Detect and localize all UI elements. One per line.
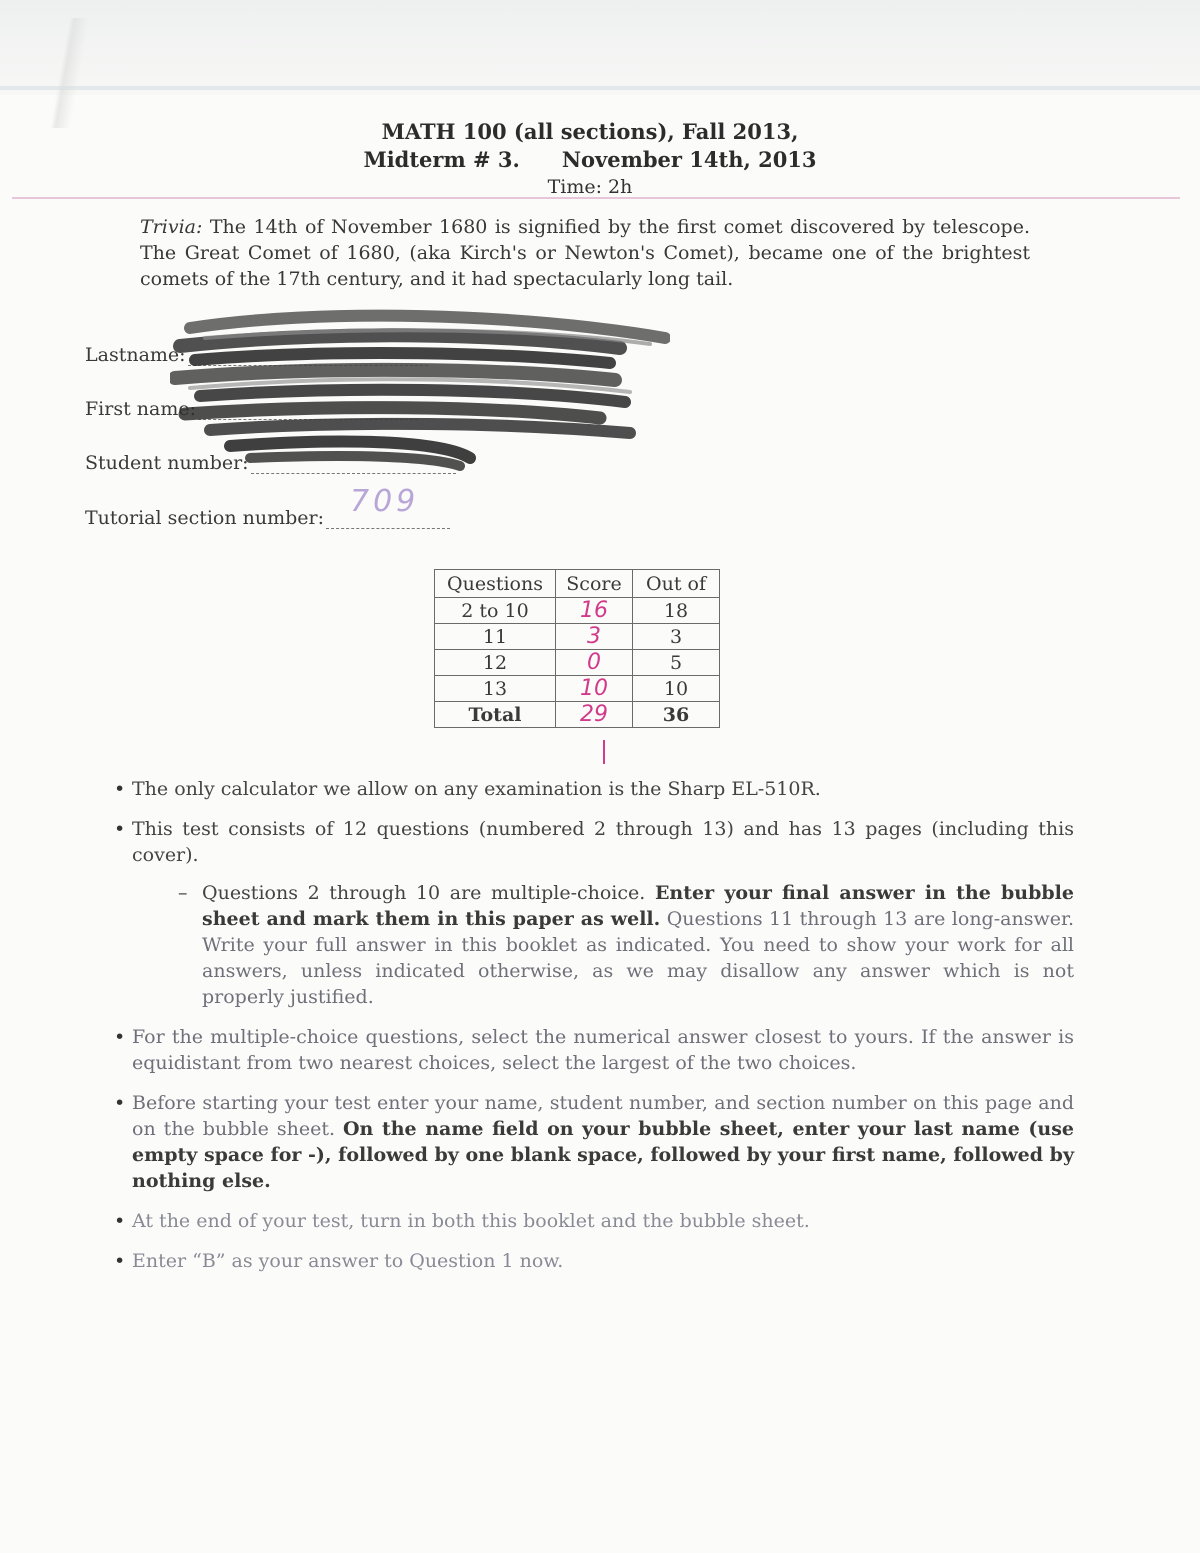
scan-top-band xyxy=(0,0,1200,95)
tutorial-section-label: Tutorial section number: xyxy=(85,507,325,529)
table-row xyxy=(435,624,720,650)
rule-calculator xyxy=(110,776,1074,802)
midterm-label: Midterm # 3. xyxy=(363,147,520,172)
rule-name-entry xyxy=(110,1090,1074,1194)
score-cell: 0 xyxy=(556,650,633,676)
rule-bubble-emphasis: Enter your final answer in the bubble sheet and mark them in this paper as well. xyxy=(202,882,1074,930)
score-cell: 10 xyxy=(556,676,633,702)
trivia-label: Trivia: xyxy=(140,216,203,238)
table-row xyxy=(435,650,720,676)
course-title: MATH 100 (all sections), Fall 2013, xyxy=(381,119,799,144)
out-of-cell: 18 xyxy=(633,598,720,624)
header-score: Score xyxy=(556,570,633,598)
exam-time: Time: 2h xyxy=(547,176,633,198)
trivia-paragraph xyxy=(140,214,1030,292)
score-cell: 16 xyxy=(556,598,633,624)
rule-question-one-text: Enter “B” as your answer to Question 1 now. xyxy=(132,1250,564,1272)
rule-multiple-choice-text: For the multiple-choice questions, select the numerical answer closest to yours. If the answer is equidistant from two nearest choices, select the largest of the two choices. xyxy=(132,1026,1074,1074)
exam-title xyxy=(0,146,1180,174)
header-out-of: Out of xyxy=(633,570,720,598)
scan-artifact-mark xyxy=(30,18,110,128)
exam-header xyxy=(0,118,1180,200)
first-name-label: First name: xyxy=(85,398,196,420)
student-number-label: Student number: xyxy=(85,452,249,474)
trivia-text: The 14th of November 1680 is signified by the first comet discovered by telescope. The Great Comet of 1680, (aka Kirch's or Newton's Comet), became one of the brightest comets of the 17th century, and it had spectacularly long tail. xyxy=(140,216,1030,290)
rule-structure-sublist xyxy=(132,880,1074,1010)
rule-question-types-text: Questions 2 through 10 are multiple-choice. xyxy=(202,882,655,904)
out-of-cell: 5 xyxy=(633,650,720,676)
table-row xyxy=(435,598,720,624)
question-cell: 11 xyxy=(435,624,556,650)
rule-structure-text: This test consists of 12 questions (numbered 2 through 13) and has 13 pages (including this cover). xyxy=(132,818,1074,866)
total-row xyxy=(435,702,720,728)
question-cell: 13 xyxy=(435,676,556,702)
redaction-scribble xyxy=(170,308,670,478)
question-cell: 2 to 10 xyxy=(435,598,556,624)
rule-turn-in-text: At the end of your test, turn in both this booklet and the bubble sheet. xyxy=(132,1210,810,1232)
rule-name-field-emphasis: On the name field on your bubble sheet, enter your last name (use empty space for -), followed by one blank space, followed by your first name, followed by nothing else. xyxy=(132,1118,1074,1192)
header-questions: Questions xyxy=(435,570,556,598)
tutorial-section-handwritten: 709 xyxy=(350,484,420,519)
rule-name-entry-text: Before starting your test enter your name, student number, and section number on this page and on the bubble sheet. xyxy=(132,1092,1074,1140)
rule-long-answer-text: Questions 11 through 13 are long-answer. Write your full answer in this booklet as indicated. You need to show your work for all answers, unless indicated otherwise, as we may disallow any answer which is not properly justified. xyxy=(202,908,1074,1008)
out-of-cell: 10 xyxy=(633,676,720,702)
rule-turn-in xyxy=(110,1208,1074,1234)
score-table-header xyxy=(435,570,720,598)
rule-structure xyxy=(110,816,1074,1010)
exam-date: November 14th, 2013 xyxy=(561,147,817,172)
rule-calculator-text: The only calculator we allow on any examination is the Sharp EL-510R. xyxy=(132,778,821,800)
total-score-tick xyxy=(603,740,605,764)
score-cell: 3 xyxy=(556,624,633,650)
out-of-cell: 3 xyxy=(633,624,720,650)
rule-question-types xyxy=(178,880,1074,1010)
last-name-label: Lastname: xyxy=(85,344,186,366)
rule-multiple-choice xyxy=(110,1024,1074,1076)
table-row xyxy=(435,676,720,702)
score-table xyxy=(434,569,720,728)
total-out-of: 36 xyxy=(633,702,720,728)
scan-artifact-line xyxy=(0,86,1200,90)
total-label: Total xyxy=(435,702,556,728)
rule-question-one xyxy=(110,1248,1074,1274)
total-score: 29 xyxy=(556,702,633,728)
instructions-list xyxy=(110,776,1074,1288)
question-cell: 12 xyxy=(435,650,556,676)
